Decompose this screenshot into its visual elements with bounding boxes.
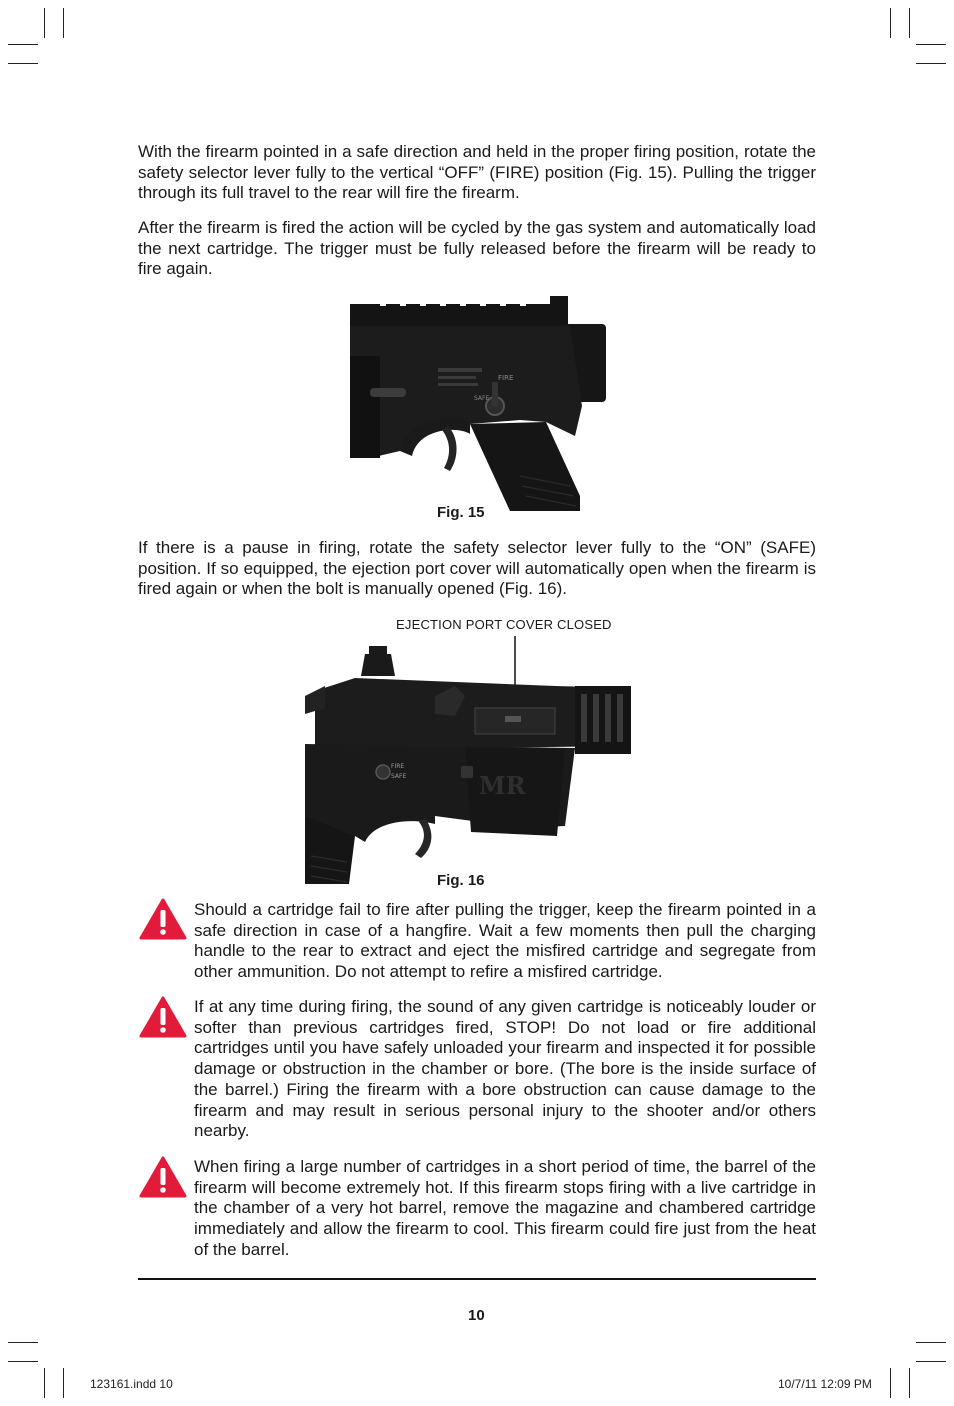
- figure-16-caption: Fig. 16: [437, 872, 485, 889]
- crop-mark-bottom-left-v1: [44, 1368, 45, 1398]
- crop-mark-bottom-right-v2: [909, 1368, 910, 1398]
- paragraph-fire-position: With the firearm pointed in a safe direction and held in the proper firing position, rotate the safety selector lever fully to the vertical “OFF” (FIRE) position (Fig. 15). Pulling the trigger through its full travel to the rear will fire the firearm.: [138, 142, 816, 203]
- warning-hangfire-text: Should a cartridge fail to fire after pulling the trigger, keep the firearm pointed in a safe direction in case of a hangfire. Wait a few moments then pull the charging handle to the rear to extract and eject the misfired cartridge and segregate from other ammunition. Do not attempt to refire a misfired cartridge.: [194, 900, 816, 982]
- page-number: 10: [468, 1307, 485, 1324]
- warning-sound-anomaly-text: If at any time during firing, the sound of any given cartridge is noticeably louder or softer than previous cartridges fired, STOP! Do not load or fire additional cartridges until you have safely unloaded your firearm and inspected it for possible damage or obstruction in the chamber or bore. (The bore is the inside surface of the barrel.) Firing the firearm with a bore obstruction can cause damage to the firearm and may result in serious personal injury to the shooter and/or others nearby.: [194, 997, 816, 1141]
- crop-mark-top-left-v1: [44, 8, 45, 38]
- figure-15-photo: [350, 296, 606, 511]
- crop-mark-bottom-right-v1: [890, 1368, 891, 1398]
- crop-mark-bottom-right-h2: [916, 1361, 946, 1362]
- paragraph-action-cycle: After the firearm is fired the action will be cycled by the gas system and automatically load the next cartridge. The trigger must be fully released before the firearm will be ready to fire again.: [138, 218, 816, 279]
- ejection-port-cover-latch: [505, 716, 521, 722]
- warning-triangle-icon: [139, 898, 187, 940]
- crop-mark-bottom-left-h1: [8, 1342, 38, 1343]
- crop-mark-bottom-left-h2: [8, 1361, 38, 1362]
- warning-triangle-icon: [139, 1156, 187, 1198]
- fig15-safe-engraving: SAFE: [474, 395, 490, 402]
- crop-mark-top-right-h1: [916, 44, 946, 45]
- lower-receiver-illustration: [350, 296, 606, 511]
- fig16-safe-engraving: SAFE: [391, 773, 407, 780]
- rifle-receiver-illustration: [295, 636, 631, 884]
- print-slug-timestamp: 10/7/11 12:09 PM: [778, 1377, 872, 1391]
- fig15-fire-engraving: FIRE: [498, 374, 514, 382]
- paragraph-pause-safe: If there is a pause in firing, rotate the safety selector lever fully to the “ON” (SAFE) position. If so equipped, the ejection port cover will automatically open when the firearm is fired again or when the bolt is manually opened (Fig. 16).: [138, 538, 816, 599]
- fig16-logo-engraving: MR: [479, 771, 526, 800]
- figure-16-photo: [295, 636, 631, 884]
- crop-mark-top-left-h2: [8, 63, 38, 64]
- crop-mark-top-left-v2: [63, 8, 64, 38]
- crop-mark-bottom-right-h1: [916, 1342, 946, 1343]
- warning-hot-barrel-text: When firing a large number of cartridges in a short period of time, the barrel of the firearm will become extremely hot. If this firearm stops firing with a live cartridge in the chamber of a very hot barrel, remove the magazine and chambered cartridge immediately and allow the firearm to cool. This firearm could fire just from the heat of the barrel.: [194, 1157, 816, 1259]
- footer-rule: [138, 1278, 816, 1280]
- ejection-port-callout-label: EJECTION PORT COVER CLOSED: [396, 617, 612, 632]
- print-slug-filename: 123161.indd 10: [90, 1377, 173, 1391]
- crop-mark-bottom-left-v2: [63, 1368, 64, 1398]
- figure-15-caption: Fig. 15: [437, 504, 485, 521]
- warning-triangle-icon: [139, 996, 187, 1038]
- crop-mark-top-left-h1: [8, 44, 38, 45]
- fig16-fire-engraving: FIRE: [391, 763, 405, 770]
- crop-mark-top-right-h2: [916, 63, 946, 64]
- crop-mark-top-right-v2: [909, 8, 910, 38]
- crop-mark-top-right-v1: [890, 8, 891, 38]
